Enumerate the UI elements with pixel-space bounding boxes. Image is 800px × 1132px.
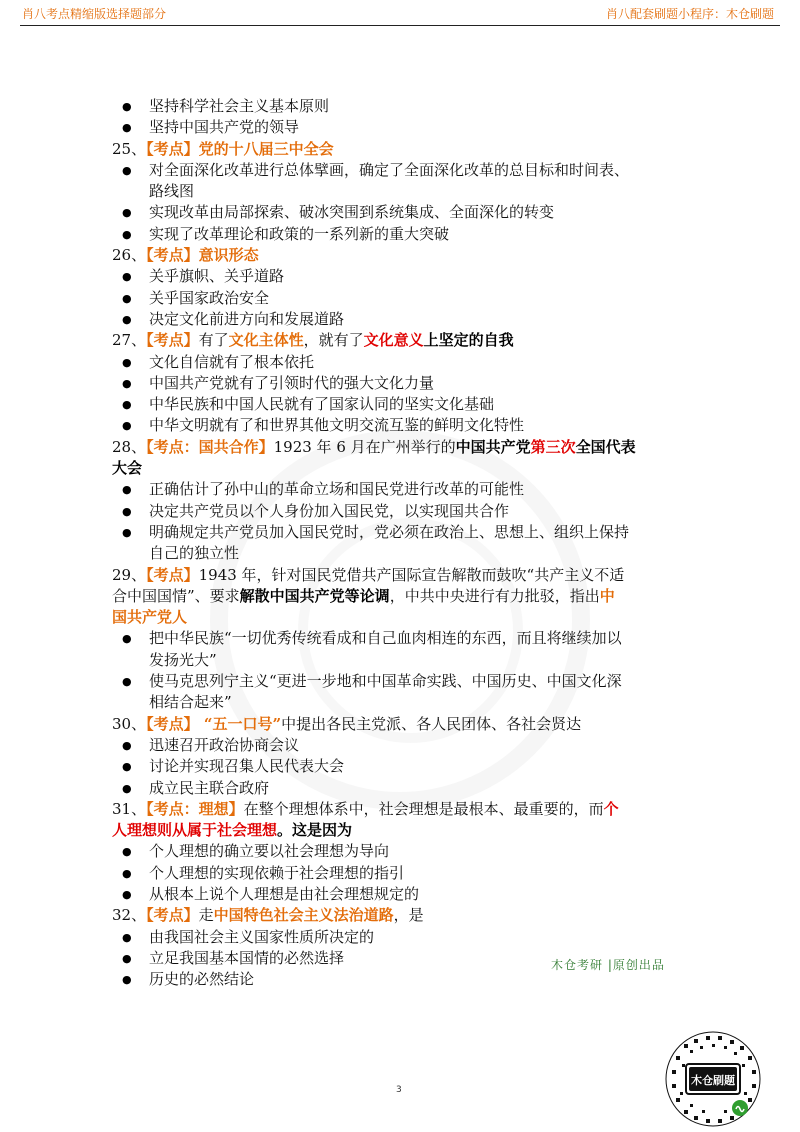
section-heading xyxy=(112,139,682,160)
text: 明确规定共产党员加入国民党时，党必须在政治上、思想上、组织上保持 xyxy=(149,522,630,541)
bullet-item xyxy=(122,863,682,884)
text-orange: 中国特色社会主义法治道路 xyxy=(213,906,394,925)
text: 中国共产党就有了引领时代的强大文化力量 xyxy=(149,373,435,392)
text-orange: 【考点】 “五一口号” xyxy=(146,714,282,733)
bullet-item xyxy=(122,352,682,373)
text: 关乎旗帜、关乎道路 xyxy=(149,267,285,286)
text-orange: 中 xyxy=(599,586,615,605)
bullet-item xyxy=(122,202,682,223)
text: 坚持科学社会主义基本原则 xyxy=(149,97,330,115)
text: 29、 xyxy=(112,565,147,584)
text-orange: 【考点】 xyxy=(146,906,199,925)
text: 自己的独立性 xyxy=(149,544,240,563)
page-number: 3 xyxy=(396,1085,402,1095)
text: 由我国社会主义国家性质所决定的 xyxy=(149,927,375,946)
bullet-item-continuation xyxy=(122,543,682,564)
section-heading xyxy=(112,905,682,926)
text-orange: 【考点：国共合作】 xyxy=(146,437,274,456)
text-orange: 【考点：理想】 xyxy=(146,799,244,818)
text: 个人理想的确立要以社会理想为导向 xyxy=(149,842,390,861)
text: 讨论并实现召集人民代表大会 xyxy=(149,757,345,776)
section-heading xyxy=(112,565,682,586)
text: 相结合起来” xyxy=(149,693,232,712)
text: 个人理想的实现依赖于社会理想的指引 xyxy=(149,863,405,882)
text-bold: 。这是因为 xyxy=(277,821,353,840)
bullet-item xyxy=(122,756,682,777)
text: 在整个理想体系中，社会理想是最根本、最重要的，而 xyxy=(243,799,604,818)
text: 坚持中国共产党的领导 xyxy=(149,118,300,137)
bullet-item xyxy=(122,160,682,181)
text: 对全面深化改革进行总体擘画，确定了全面深化改革的总目标和时间表、 xyxy=(149,160,630,179)
text: ，是 xyxy=(393,906,424,925)
document-body xyxy=(112,96,682,990)
footer-brand: 木仓考研 |原创出品 xyxy=(551,958,665,972)
text-bold: 全国代表 xyxy=(575,437,636,456)
text: 31、 xyxy=(112,799,147,818)
text: 中华文明就有了和世界其他文明交流互鉴的鲜明文化特性 xyxy=(149,416,525,435)
bullet-item xyxy=(122,671,682,692)
text: 正确估计了孙中山的革命立场和国民党进行改革的可能性 xyxy=(149,480,525,499)
qr-center-label: 木仓刷题 xyxy=(691,1074,735,1087)
section-heading xyxy=(112,437,682,458)
text-orange: 国共产党人 xyxy=(112,608,188,627)
text: 路线图 xyxy=(149,182,195,201)
text: 使马克思列宁主义“更进一步地和中国革命实践、中国历史、中国文化深 xyxy=(149,672,622,691)
bullet-item xyxy=(122,735,682,756)
text: 1923 年 6 月在广州举行的 xyxy=(273,437,456,456)
bullet-item xyxy=(122,884,682,905)
text: 从根本上说个人理想是由社会理想规定的 xyxy=(149,884,420,903)
bullet-item xyxy=(122,224,682,245)
text-orange: 【考点】党的十八届三中全会 xyxy=(146,139,334,158)
header-rule xyxy=(20,25,780,26)
bullet-item-continuation xyxy=(122,181,682,202)
section-heading xyxy=(112,330,682,351)
section-heading-continuation xyxy=(112,607,682,628)
text: 中提出各民主党派、各人民团体、各社会贤达 xyxy=(281,714,582,733)
header-left-title: 肖八考点精缩版选择题部分 xyxy=(22,7,167,21)
section-heading-continuation xyxy=(112,586,682,607)
text: 把中华民族“一切优秀传统看成和自己血肉相连的东西，而且将继续加以 xyxy=(149,629,622,648)
text: 实现了改革理论和政策的一系列新的重大突破 xyxy=(149,224,450,243)
text: 30、 xyxy=(112,714,147,733)
text-red: 第三次 xyxy=(530,437,576,456)
bullet-item xyxy=(122,415,682,436)
text: 25、 xyxy=(112,139,147,158)
section-heading-continuation xyxy=(112,820,682,841)
text-bold: 解散中国共产党等论调 xyxy=(239,586,390,605)
text: 合中国国情”、要求 xyxy=(112,586,240,605)
bullet-item xyxy=(122,628,682,649)
bullet-item xyxy=(122,309,682,330)
text: 发扬光大” xyxy=(149,650,217,669)
bullet-item xyxy=(122,266,682,287)
text-orange: 文化主体性 xyxy=(228,331,304,350)
page-header xyxy=(0,0,800,30)
bullet-item-continuation xyxy=(122,650,682,671)
bullet-item xyxy=(122,117,682,138)
text: 走 xyxy=(198,906,214,925)
bullet-item xyxy=(122,522,682,543)
bullet-item xyxy=(122,288,682,309)
bullet-item xyxy=(122,479,682,500)
text: ，就有了 xyxy=(303,331,364,350)
bullet-item xyxy=(122,96,682,117)
text: 迅速召开政治协商会议 xyxy=(149,735,300,754)
text-orange: 【考点】 xyxy=(146,331,199,350)
text-orange: 【考点】 xyxy=(146,565,199,584)
text: 28、 xyxy=(112,437,147,456)
bullet-item-continuation xyxy=(122,692,682,713)
text: 中华民族和中国人民就有了国家认同的坚实文化基础 xyxy=(149,395,495,414)
text: 有了 xyxy=(198,331,229,350)
text-red: 文化意义 xyxy=(363,331,424,350)
text: ，中共中央进行有力批驳，指出 xyxy=(389,586,600,605)
text-orange: 【考点】意识形态 xyxy=(146,246,259,265)
text: 27、 xyxy=(112,331,147,350)
text: 决定共产党员以个人身份加入国民党，以实现国共合作 xyxy=(149,501,510,520)
section-heading xyxy=(112,799,682,820)
section-heading xyxy=(112,245,682,266)
text: 立足我国基本国情的必然选择 xyxy=(149,948,345,967)
text: 历史的必然结论 xyxy=(149,970,255,989)
text-red: 个 xyxy=(603,799,619,818)
text: 实现改革由局部探索、破冰突围到系统集成、全面深化的转变 xyxy=(149,203,555,222)
bullet-item xyxy=(122,841,682,862)
header-right-title: 肖八配套刷题小程序：木仓刷题 xyxy=(605,7,774,21)
section-heading-continuation xyxy=(112,458,682,479)
text: 1943 年，针对国民党借共产国际宣告解散而鼓吹“共产主义不适 xyxy=(198,565,625,584)
text: 26、 xyxy=(112,246,147,265)
text-bold: 上坚定的自我 xyxy=(423,331,514,350)
text: 成立民主联合政府 xyxy=(149,778,270,797)
text: 决定文化前进方向和发展道路 xyxy=(149,309,345,328)
mini-program-qr-code xyxy=(664,1030,762,1128)
text: 文化自信就有了根本依托 xyxy=(149,352,315,371)
bullet-item xyxy=(122,778,682,799)
bullet-item xyxy=(122,501,682,522)
bullet-item xyxy=(122,394,682,415)
section-heading xyxy=(112,714,682,735)
text-bold: 中国共产党 xyxy=(455,437,531,456)
bullet-item xyxy=(122,373,682,394)
text-red: 人理想则从属于社会理想 xyxy=(112,821,278,840)
text: 32、 xyxy=(112,906,147,925)
text: 关乎国家政治安全 xyxy=(149,288,270,307)
bullet-item xyxy=(122,927,682,948)
text-bold: 大会 xyxy=(112,459,143,478)
